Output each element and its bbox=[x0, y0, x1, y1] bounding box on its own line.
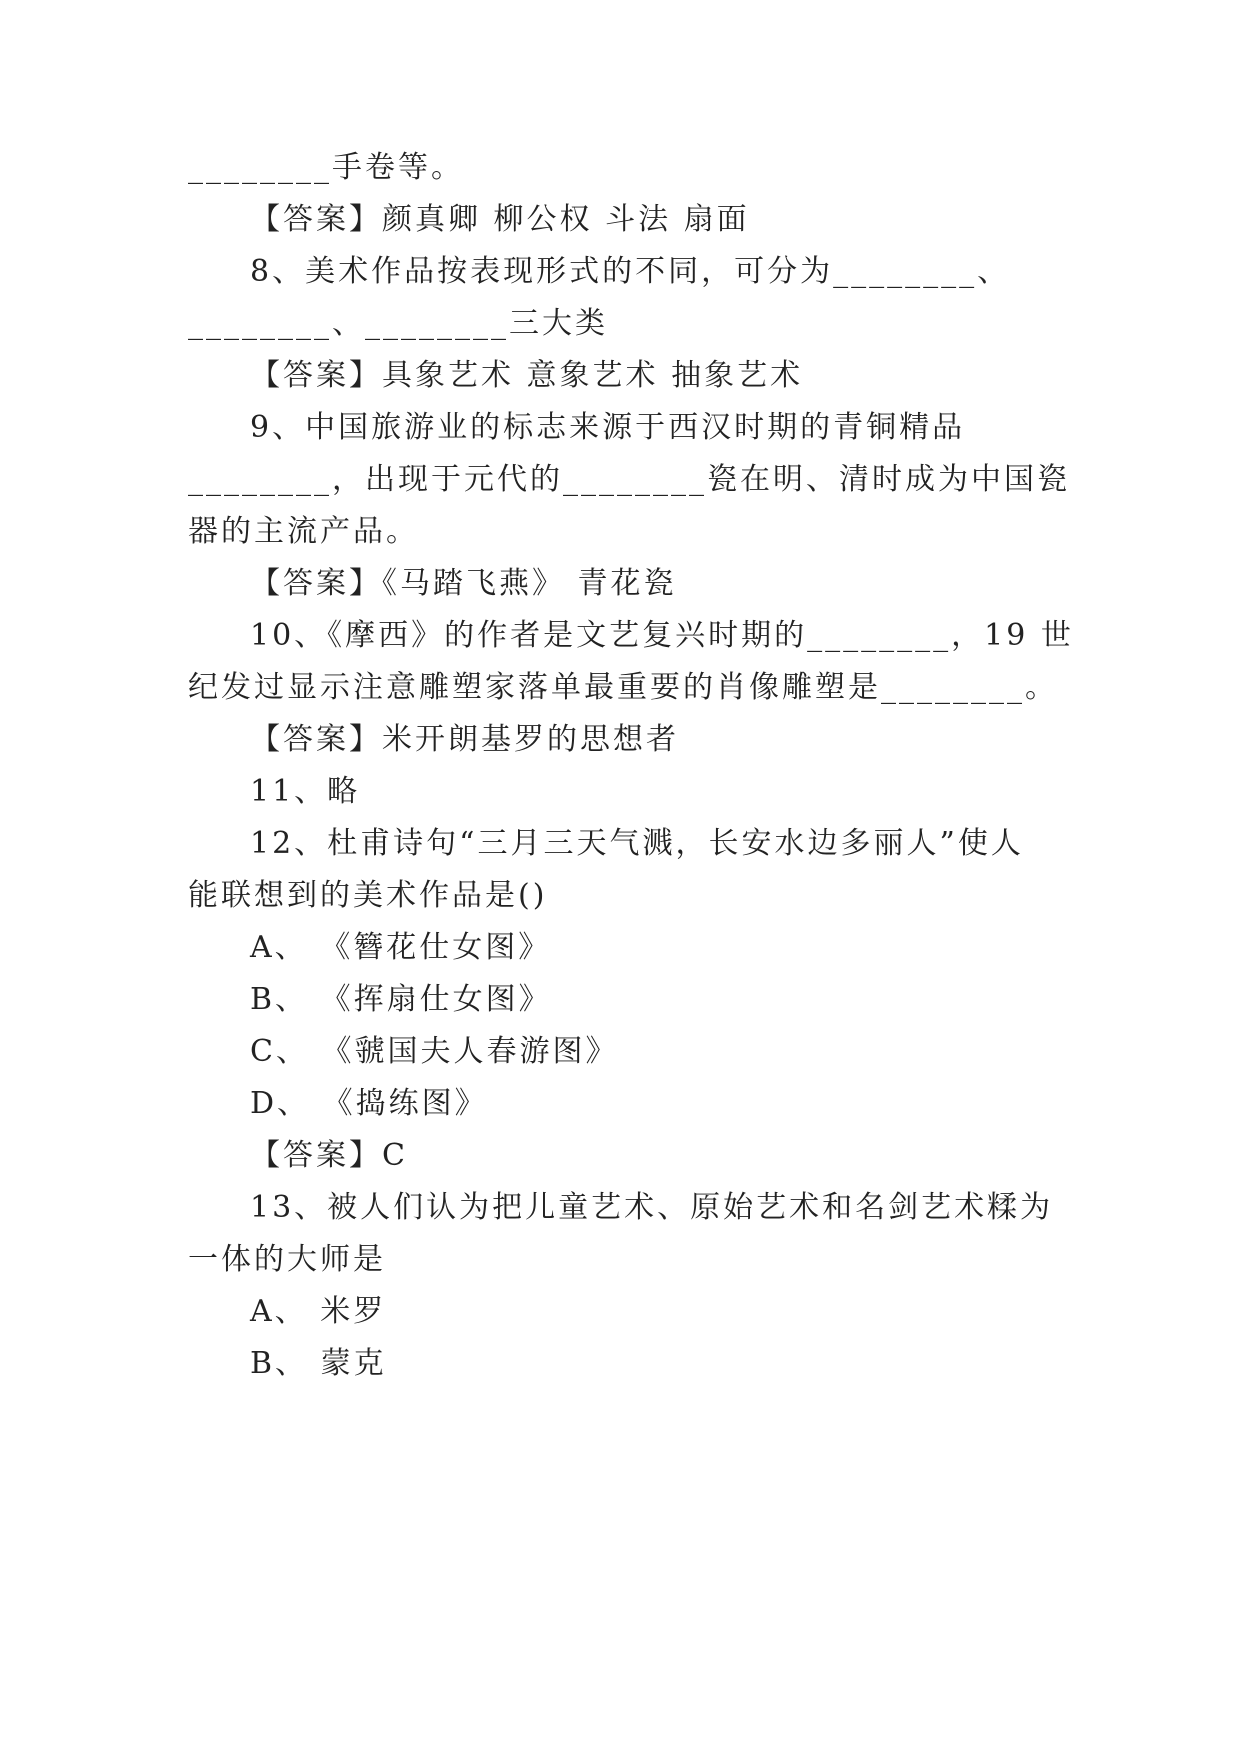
question-13-option-a: A、 米罗 bbox=[250, 1294, 387, 1329]
question-8-line-2: ________、________三大类 bbox=[188, 306, 608, 341]
question-9-line-2: ________，出现于元代的________瓷在明、清时成为中国瓷 bbox=[188, 462, 1070, 497]
question-12-option-b: B、 《挥扇仕女图》 bbox=[250, 982, 552, 1017]
question-11: 11、略 bbox=[250, 774, 361, 809]
answer-9: 【答案】《马踏飞燕》 青花瓷 bbox=[250, 566, 677, 601]
question-13-option-b: B、 蒙克 bbox=[250, 1346, 387, 1381]
question-13-line-2: 一体的大师是 bbox=[188, 1242, 386, 1277]
question-10-line-1: 10、《摩西》的作者是文艺复兴时期的________，19 世 bbox=[250, 618, 1074, 653]
answer-10: 【答案】米开朗基罗的思想者 bbox=[250, 722, 679, 757]
answer-8: 【答案】具象艺术 意象艺术 抽象艺术 bbox=[250, 358, 804, 393]
question-9-line-3: 器的主流产品。 bbox=[188, 514, 419, 549]
question-12-line-2: 能联想到的美术作品是() bbox=[188, 878, 548, 913]
question-10-line-2: 纪发过显示注意雕塑家落单最重要的肖像雕塑是________。 bbox=[188, 670, 1058, 705]
answer-12: 【答案】C bbox=[250, 1138, 408, 1173]
answer-7: 【答案】颜真卿 柳公权 斗法 扇面 bbox=[250, 202, 750, 237]
question-8-line-1: 8、美术作品按表现形式的不同，可分为________、 bbox=[250, 254, 1011, 289]
question-12-line-1: 12、杜甫诗句“三月三天气溅，长安水边多丽人”使人 bbox=[250, 826, 1024, 861]
question-12-option-a: A、 《簪花仕女图》 bbox=[250, 930, 552, 965]
question-12-option-c: C、 《虢国夫人春游图》 bbox=[250, 1034, 619, 1069]
question-13-line-1: 13、被人们认为把儿童艺术、原始艺术和名剑艺术糅为 bbox=[250, 1190, 1054, 1225]
text-line-blank-handscroll: ________手卷等。 bbox=[188, 150, 464, 185]
question-9-line-1: 9、中国旅游业的标志来源于西汉时期的青铜精品 bbox=[250, 410, 966, 445]
question-12-option-d: D、 《捣练图》 bbox=[250, 1086, 488, 1121]
